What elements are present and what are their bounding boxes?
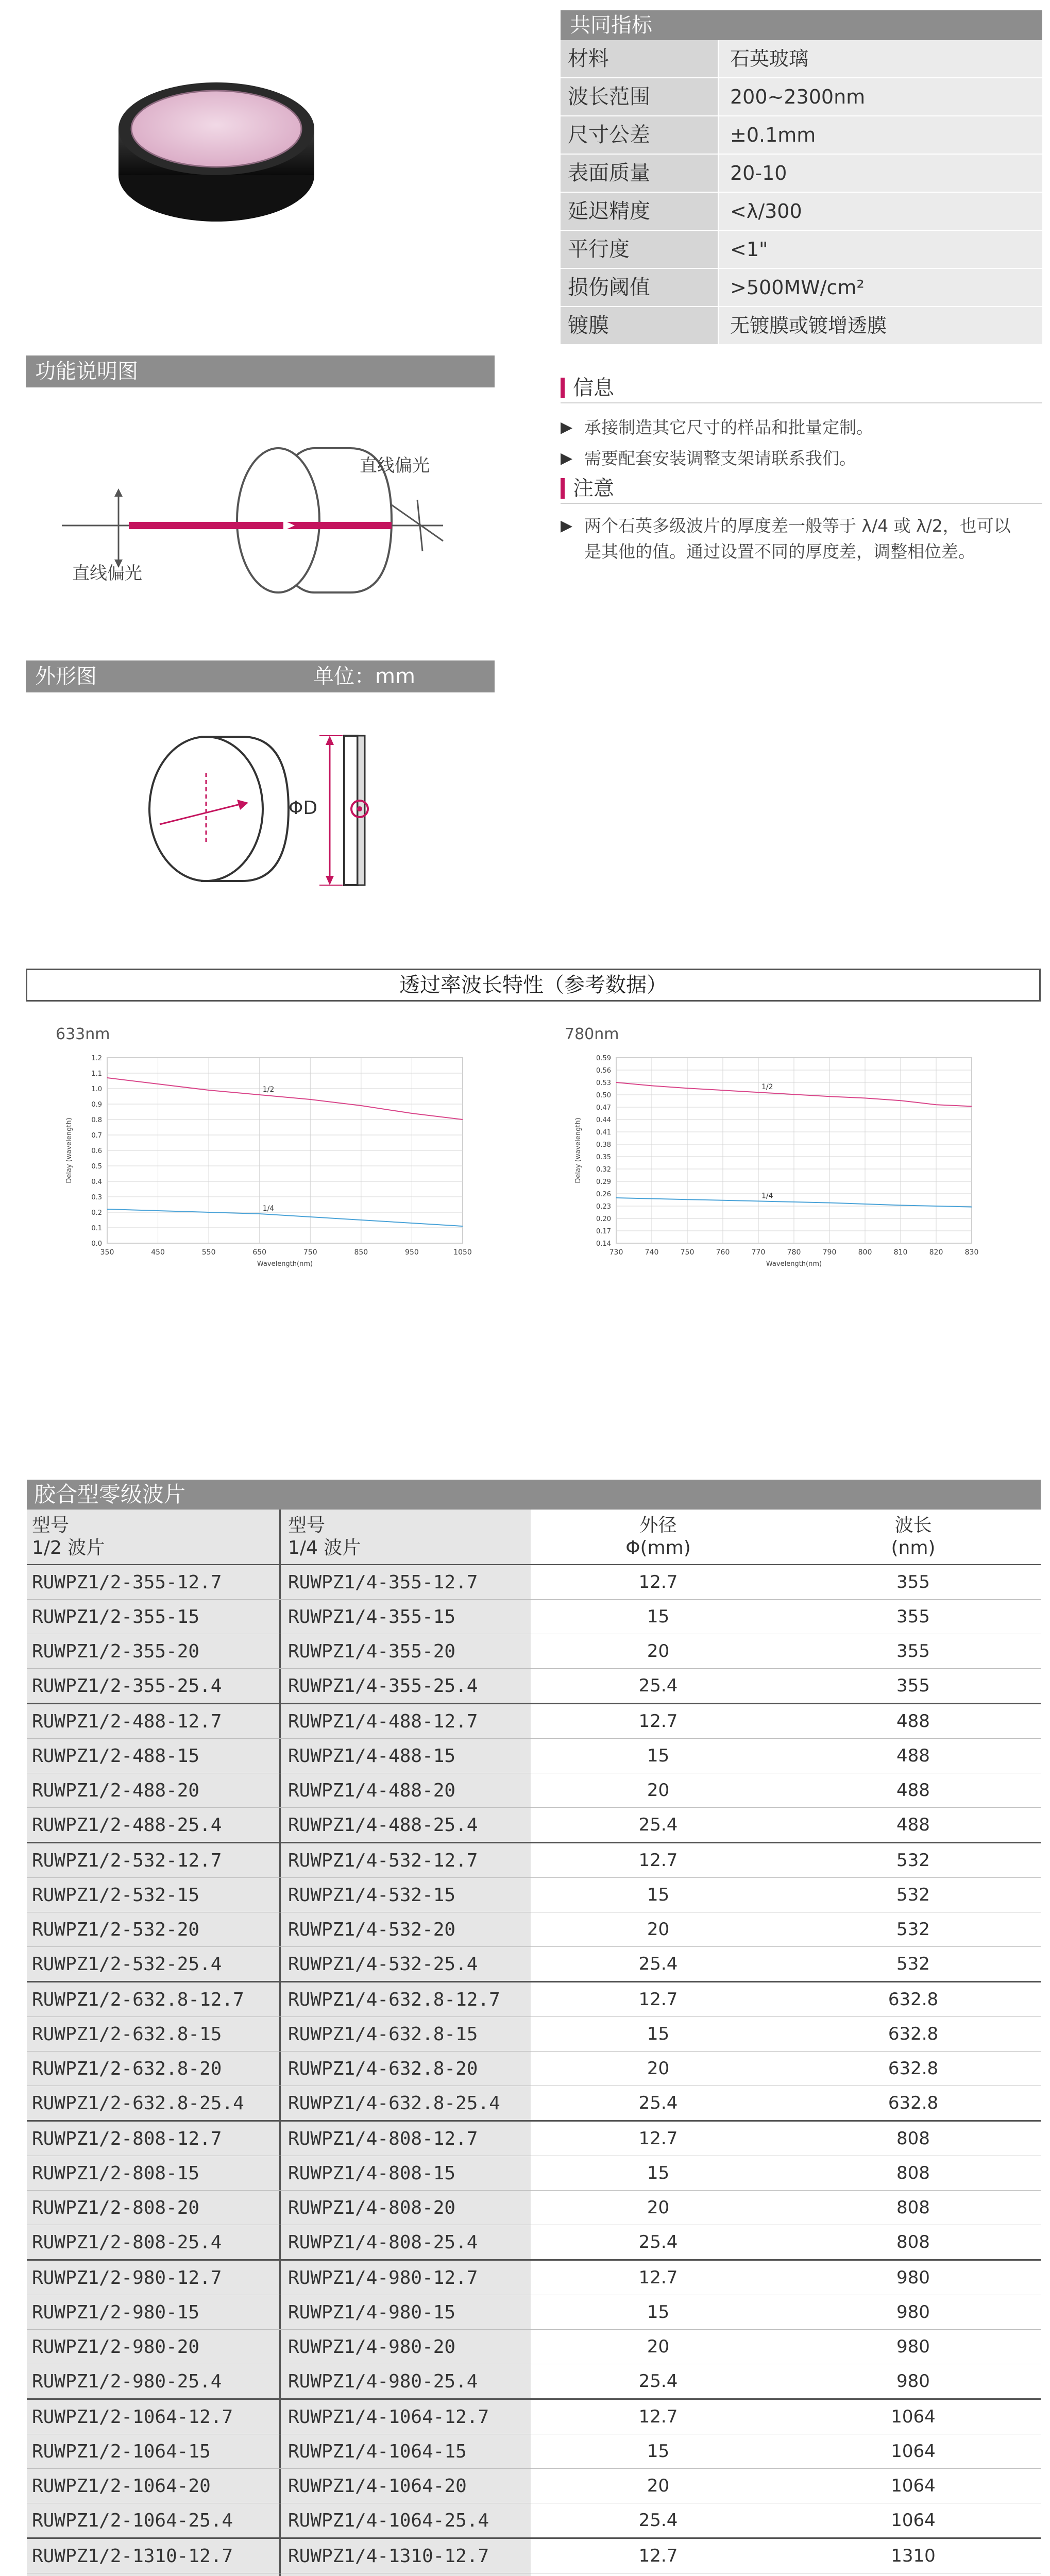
y-tick-label: 0.14 (596, 1240, 611, 1248)
y-tick-label: 0.1 (91, 1225, 102, 1232)
x-tick-label: 850 (354, 1248, 368, 1257)
y-tick-label: 0.53 (596, 1079, 611, 1087)
cell-diameter: 12.7 (638, 1711, 678, 1732)
x-tick-label: 750 (680, 1248, 695, 1257)
series-label: 1/2 (262, 1086, 275, 1094)
cell-half-wave-model: RUWPZ1/2-808-15 (27, 2156, 279, 2190)
y-tick-label: 1.1 (91, 1070, 102, 1078)
table-row (27, 1878, 1041, 1912)
table-row (27, 1773, 1041, 1808)
cell-half-wave-model: RUWPZ1/2-532-20 (27, 1912, 279, 1946)
spec-key: 材料 (561, 40, 718, 77)
y-tick-label: 0.38 (596, 1141, 611, 1149)
table-row (27, 1565, 1041, 1600)
table-row (27, 2400, 1041, 2434)
spec-value: 200~2300nm (718, 78, 1042, 115)
cell-diameter: 20 (647, 2197, 670, 2218)
cell-wavelength: 532 (896, 1885, 930, 1905)
table-row (27, 1634, 1041, 1669)
cell-half-wave-model: RUWPZ1/2-1064-15 (27, 2434, 279, 2468)
cell-half-wave-model: RUWPZ1/2-488-15 (27, 1739, 279, 1773)
cell-quarter-wave-model: RUWPZ1/4-808-12.7 (279, 2122, 531, 2156)
header-col-diameter: 外径 Φ(mm) (625, 1515, 691, 1558)
spec-value: 20-10 (718, 155, 1042, 192)
info-heading (561, 374, 1042, 403)
cell-quarter-wave-model: RUWPZ1/4-980-25.4 (279, 2364, 531, 2398)
x-tick-label: 1050 (453, 1248, 472, 1257)
cell-half-wave-model: RUWPZ1/2-355-12.7 (27, 1565, 279, 1599)
notice-heading (561, 474, 1042, 504)
accent-bar (561, 478, 565, 499)
table-row (27, 2503, 1041, 2539)
cell-quarter-wave-model: RUWPZ1/4-808-25.4 (279, 2225, 531, 2259)
spec-key: 镀膜 (561, 307, 718, 344)
cell-wavelength: 488 (896, 1711, 930, 1732)
spec-value: >500MW/cm² (718, 269, 1042, 306)
spec-row (561, 78, 1042, 116)
outline-drawing-svg (139, 721, 407, 907)
x-tick-label: 810 (893, 1248, 908, 1257)
cell-half-wave-model: RUWPZ1/2-1310-12.7 (27, 2539, 279, 2573)
y-tick-label: 0.3 (91, 1194, 102, 1201)
cell-half-wave-model: RUWPZ1/2-980-20 (27, 2330, 279, 2364)
table-row (27, 1704, 1041, 1739)
y-tick-label: 0.23 (596, 1203, 611, 1211)
cell-diameter: 20 (647, 2476, 670, 2496)
outline-title-bar (26, 660, 495, 692)
y-tick-label: 0.50 (596, 1092, 611, 1099)
cell-quarter-wave-model: RUWPZ1/4-632.8-25.4 (279, 2086, 531, 2120)
cell-diameter: 12.7 (638, 2267, 678, 2288)
info-title: 信息 (573, 376, 614, 400)
info-section (561, 374, 1042, 471)
cell-half-wave-model: RUWPZ1/2-532-12.7 (27, 1843, 279, 1877)
label-input-polarization: 直线偏光 (72, 563, 142, 584)
y-tick-label: 1.2 (91, 1055, 102, 1062)
cell-wavelength: 808 (896, 2197, 930, 2218)
outline-title: 外形图 (35, 665, 97, 688)
table-row (27, 1947, 1041, 1982)
table-row (27, 2122, 1041, 2156)
notice-item: ▶ 两个石英多级波片的厚度差一般等于 λ/4 或 λ/2，也可以 是其他的值。通过设置不同的厚度差，调整相位差。 (561, 513, 1042, 565)
y-tick-label: 0.8 (91, 1116, 102, 1124)
cell-wavelength: 632.8 (888, 2024, 939, 2044)
y-tick-label: 0.56 (596, 1067, 611, 1075)
table-row (27, 1669, 1041, 1704)
table-row (27, 1808, 1041, 1843)
chart-780 (565, 1025, 987, 1273)
table-row (27, 2156, 1041, 2191)
y-tick-label: 0.6 (91, 1147, 102, 1155)
y-tick-label: 0.44 (596, 1116, 611, 1124)
table-row (27, 2017, 1041, 2052)
spec-value: 无镀膜或镀增透膜 (718, 307, 1042, 344)
cell-half-wave-model: RUWPZ1/2-632.8-15 (27, 2017, 279, 2051)
cell-wavelength: 1310 (891, 2546, 936, 2566)
y-tick-label: 0.20 (596, 1215, 611, 1223)
x-tick-label: 750 (303, 1248, 317, 1257)
cell-diameter: 15 (647, 2163, 670, 2183)
y-axis-label: Delay (wavelength) (65, 1117, 73, 1183)
function-diagram (62, 433, 453, 598)
spec-value: <1" (718, 231, 1042, 268)
cell-diameter: 20 (647, 2336, 670, 2357)
table-row (27, 2295, 1041, 2330)
cell-diameter: 15 (647, 1885, 670, 1905)
cell-diameter: 15 (647, 2302, 670, 2323)
cell-quarter-wave-model: RUWPZ1/4-808-20 (279, 2191, 531, 2225)
cell-half-wave-model (27, 2573, 279, 2576)
cell-quarter-wave-model: RUWPZ1/4-632.8-12.7 (279, 1982, 531, 2016)
x-tick-label: 650 (252, 1248, 267, 1257)
cell-quarter-wave-model: RUWPZ1/4-1064-20 (279, 2469, 531, 2503)
cell-wavelength: 1064 (891, 2510, 936, 2531)
table-row (27, 2191, 1041, 2225)
table-row (27, 2225, 1041, 2261)
diameter-label: ΦD (289, 798, 318, 819)
cell-half-wave-model: RUWPZ1/2-532-15 (27, 1878, 279, 1912)
cell-wavelength: 808 (896, 2163, 930, 2183)
table-row (27, 2434, 1041, 2469)
x-tick-label: 760 (716, 1248, 730, 1257)
cell-wavelength: 532 (896, 1954, 930, 1974)
cell-diameter: 25.4 (638, 1675, 678, 1696)
spec-row (561, 307, 1042, 345)
spec-value: <λ/300 (718, 193, 1042, 230)
cell-quarter-wave-model: RUWPZ1/4-488-20 (279, 1773, 531, 1807)
spec-value: ±0.1mm (718, 116, 1042, 154)
ordering-table-header (27, 1510, 1041, 1565)
cell-wavelength: 632.8 (888, 2093, 939, 2113)
cell-diameter: 25.4 (638, 2510, 678, 2531)
cell-wavelength: 980 (896, 2302, 930, 2323)
ordering-table-title: 胶合型零级波片 (27, 1480, 1041, 1510)
y-tick-label: 0.59 (596, 1055, 611, 1062)
ordering-table (27, 1480, 1041, 2576)
cell-half-wave-model: RUWPZ1/2-1064-20 (27, 2469, 279, 2503)
bullet-triangle-icon: ▶ (561, 449, 573, 467)
cell-diameter: 25.4 (638, 2232, 678, 2252)
spec-value: 石英玻璃 (718, 40, 1042, 77)
cell-wavelength: 980 (896, 2371, 930, 2392)
table-row (27, 1982, 1041, 2017)
cell-wavelength: 1064 (891, 2476, 936, 2496)
y-tick-label: 0.32 (596, 1166, 611, 1174)
cell-diameter: 15 (647, 1606, 670, 1627)
cell-diameter: 12.7 (638, 2406, 678, 2427)
x-axis-label: Wavelength(nm) (766, 1260, 822, 1268)
label-output-polarization: 直线偏光 (360, 455, 430, 476)
y-tick-label: 0.9 (91, 1101, 102, 1109)
cell-wavelength: 355 (896, 1675, 930, 1696)
table-row (27, 1912, 1041, 1947)
y-tick-label: 0.5 (91, 1163, 102, 1171)
table-row (27, 1739, 1041, 1773)
accent-bar (561, 378, 565, 398)
table-row (27, 2052, 1041, 2086)
cell-diameter: 20 (647, 1919, 670, 1940)
chart-780-svg (565, 1047, 987, 1274)
cell-half-wave-model: RUWPZ1/2-1064-25.4 (27, 2503, 279, 2537)
cell-wavelength: 632.8 (888, 1989, 939, 2010)
cell-quarter-wave-model: RUWPZ1/4-355-12.7 (279, 1565, 531, 1599)
cell-diameter: 20 (647, 1780, 670, 1801)
spec-key: 表面质量 (561, 155, 718, 192)
bullet-triangle-icon: ▶ (561, 517, 573, 535)
table-row (27, 2469, 1041, 2503)
cell-quarter-wave-model: RUWPZ1/4-980-20 (279, 2330, 531, 2364)
cell-diameter: 15 (647, 2441, 670, 2462)
y-tick-label: 0.2 (91, 1209, 102, 1217)
spec-row (561, 231, 1042, 269)
table-row (27, 2330, 1041, 2364)
cell-half-wave-model: RUWPZ1/2-808-25.4 (27, 2225, 279, 2259)
cell-wavelength: 980 (896, 2336, 930, 2357)
header-col-quarter: 型号 1/4 波片 (279, 1510, 531, 1564)
spec-key: 尺寸公差 (561, 116, 718, 154)
cell-quarter-wave-model: RUWPZ1/4-1064-15 (279, 2434, 531, 2468)
cell-half-wave-model: RUWPZ1/2-808-20 (27, 2191, 279, 2225)
cell-half-wave-model: RUWPZ1/2-980-12.7 (27, 2261, 279, 2295)
spec-row (561, 40, 1042, 78)
cell-diameter: 15 (647, 1745, 670, 1766)
notice-title: 注意 (573, 477, 614, 500)
spec-key: 波长范围 (561, 78, 718, 115)
cell-quarter-wave-model: RUWPZ1/4-488-25.4 (279, 1808, 531, 1842)
spec-key: 平行度 (561, 231, 718, 268)
cell-wavelength: 488 (896, 1780, 930, 1801)
chart-780-title: 780nm (565, 1025, 619, 1043)
cell-diameter: 12.7 (638, 2128, 678, 2149)
cell-diameter: 12.7 (638, 2546, 678, 2566)
spec-row (561, 193, 1042, 231)
cell-wavelength: 808 (896, 2128, 930, 2149)
cell-quarter-wave-model: RUWPZ1/4-1064-12.7 (279, 2400, 531, 2434)
cell-quarter-wave-model: RUWPZ1/4-632.8-20 (279, 2052, 531, 2086)
cell-half-wave-model: RUWPZ1/2-632.8-20 (27, 2052, 279, 2086)
ordering-table-body (27, 1565, 1041, 2576)
bullet-triangle-icon: ▶ (561, 418, 573, 436)
header-col-wavelength: 波长 (nm) (891, 1515, 936, 1558)
cell-diameter: 12.7 (638, 1850, 678, 1871)
outline-drawing (139, 721, 407, 907)
cell-quarter-wave-model: RUWPZ1/4-488-15 (279, 1739, 531, 1773)
cell-quarter-wave-model (279, 2573, 531, 2576)
cell-diameter (531, 2573, 786, 2576)
cell-wavelength: 488 (896, 1815, 930, 1835)
cell-diameter: 15 (647, 2024, 670, 2044)
cell-half-wave-model: RUWPZ1/2-488-25.4 (27, 1808, 279, 1842)
cell-diameter: 25.4 (638, 1954, 678, 1974)
series-label: 1/2 (761, 1083, 773, 1092)
spec-row (561, 269, 1042, 307)
table-row (27, 2261, 1041, 2295)
cell-diameter: 25.4 (638, 1815, 678, 1835)
x-tick-label: 550 (201, 1248, 216, 1257)
cell-quarter-wave-model: RUWPZ1/4-488-12.7 (279, 1704, 531, 1738)
table-row (27, 2573, 1041, 2576)
cell-quarter-wave-model: RUWPZ1/4-1310-12.7 (279, 2539, 531, 2573)
cell-half-wave-model: RUWPZ1/2-532-25.4 (27, 1947, 279, 1981)
x-tick-label: 800 (858, 1248, 872, 1257)
x-tick-label: 790 (822, 1248, 837, 1257)
cell-half-wave-model: RUWPZ1/2-808-12.7 (27, 2122, 279, 2156)
table-row (27, 2539, 1041, 2573)
cell-wavelength: 532 (896, 1850, 930, 1871)
x-tick-label: 770 (751, 1248, 766, 1257)
cell-quarter-wave-model: RUWPZ1/4-355-25.4 (279, 1669, 531, 1703)
cell-wavelength: 808 (896, 2232, 930, 2252)
table-row (27, 1600, 1041, 1634)
cell-half-wave-model: RUWPZ1/2-632.8-12.7 (27, 1982, 279, 2016)
specs-title: 共同指标 (561, 10, 1042, 40)
chart-633-title: 633nm (56, 1025, 110, 1043)
cell-half-wave-model: RUWPZ1/2-488-12.7 (27, 1704, 279, 1738)
cell-wavelength: 1064 (891, 2441, 936, 2462)
x-tick-label: 780 (787, 1248, 801, 1257)
transmission-title: 透过率波长特性（参考数据） (26, 969, 1041, 1002)
table-row (27, 1843, 1041, 1878)
cell-wavelength (786, 2573, 1041, 2576)
y-tick-label: 0.41 (596, 1129, 611, 1137)
cell-half-wave-model: RUWPZ1/2-980-25.4 (27, 2364, 279, 2398)
cell-diameter: 12.7 (638, 1989, 678, 2010)
product-image (98, 67, 330, 237)
spec-key: 损伤阈值 (561, 269, 718, 306)
cell-half-wave-model: RUWPZ1/2-488-20 (27, 1773, 279, 1807)
y-tick-label: 1.0 (91, 1086, 102, 1093)
cell-quarter-wave-model: RUWPZ1/4-980-12.7 (279, 2261, 531, 2295)
cell-wavelength: 355 (896, 1606, 930, 1627)
cell-half-wave-model: RUWPZ1/2-980-15 (27, 2295, 279, 2329)
cell-wavelength: 980 (896, 2267, 930, 2288)
x-tick-label: 350 (100, 1248, 114, 1257)
y-tick-label: 0.47 (596, 1104, 611, 1112)
y-tick-label: 0.4 (91, 1178, 102, 1186)
cell-quarter-wave-model: RUWPZ1/4-632.8-15 (279, 2017, 531, 2051)
chart-633 (56, 1025, 478, 1273)
table-row (27, 2086, 1041, 2122)
cell-quarter-wave-model: RUWPZ1/4-980-15 (279, 2295, 531, 2329)
y-tick-label: 0.7 (91, 1132, 102, 1140)
header-col-half: 型号 1/2 波片 (27, 1510, 279, 1564)
x-tick-label: 730 (609, 1248, 623, 1257)
info-item: ▶ 需要配套安装调整支架请联系我们。 (561, 446, 1042, 471)
x-tick-label: 450 (151, 1248, 165, 1257)
x-tick-label: 950 (405, 1248, 419, 1257)
spec-row (561, 116, 1042, 155)
cell-wavelength: 355 (896, 1641, 930, 1662)
cell-half-wave-model: RUWPZ1/2-632.8-25.4 (27, 2086, 279, 2120)
cell-wavelength: 532 (896, 1919, 930, 1940)
y-tick-label: 0.29 (596, 1178, 611, 1186)
cell-quarter-wave-model: RUWPZ1/4-1064-25.4 (279, 2503, 531, 2537)
x-tick-label: 830 (964, 1248, 979, 1257)
cell-half-wave-model: RUWPZ1/2-355-20 (27, 1634, 279, 1668)
cell-diameter: 20 (647, 2058, 670, 2079)
cell-quarter-wave-model: RUWPZ1/4-808-15 (279, 2156, 531, 2190)
cell-wavelength: 355 (896, 1572, 930, 1592)
cell-quarter-wave-model: RUWPZ1/4-532-15 (279, 1878, 531, 1912)
cell-diameter: 20 (647, 1641, 670, 1662)
notice-section (561, 474, 1042, 565)
cell-diameter: 12.7 (638, 1572, 678, 1592)
y-tick-label: 0.0 (91, 1240, 102, 1248)
cell-quarter-wave-model: RUWPZ1/4-355-20 (279, 1634, 531, 1668)
x-tick-label: 740 (645, 1248, 659, 1257)
spec-key: 延迟精度 (561, 193, 718, 230)
cell-quarter-wave-model: RUWPZ1/4-532-12.7 (279, 1843, 531, 1877)
info-item: ▶ 承接制造其它尺寸的样品和批量定制。 (561, 415, 1042, 440)
outline-unit: 单位：mm (313, 665, 415, 688)
cell-half-wave-model: RUWPZ1/2-355-25.4 (27, 1669, 279, 1703)
table-row (27, 2364, 1041, 2400)
cell-diameter: 25.4 (638, 2371, 678, 2392)
cell-quarter-wave-model: RUWPZ1/4-532-25.4 (279, 1947, 531, 1981)
cell-half-wave-model: RUWPZ1/2-1064-12.7 (27, 2400, 279, 2434)
function-diagram-title: 功能说明图 (26, 355, 495, 387)
y-tick-label: 0.35 (596, 1154, 611, 1161)
spec-row (561, 155, 1042, 193)
series-label: 1/4 (262, 1205, 275, 1213)
y-tick-label: 0.17 (596, 1228, 611, 1235)
cell-wavelength: 1064 (891, 2406, 936, 2427)
x-axis-label: Wavelength(nm) (257, 1260, 313, 1268)
cell-wavelength: 488 (896, 1745, 930, 1766)
cell-quarter-wave-model: RUWPZ1/4-355-15 (279, 1600, 531, 1634)
series-label: 1/4 (761, 1192, 773, 1200)
cell-wavelength: 632.8 (888, 2058, 939, 2079)
cell-half-wave-model: RUWPZ1/2-355-15 (27, 1600, 279, 1634)
x-tick-label: 820 (929, 1248, 943, 1257)
specs-table (561, 10, 1042, 345)
y-tick-label: 0.26 (596, 1191, 611, 1198)
cell-quarter-wave-model: RUWPZ1/4-532-20 (279, 1912, 531, 1946)
chart-633-svg (56, 1047, 478, 1274)
y-axis-label: Delay (wavelength) (574, 1117, 582, 1183)
cell-diameter: 25.4 (638, 2093, 678, 2113)
